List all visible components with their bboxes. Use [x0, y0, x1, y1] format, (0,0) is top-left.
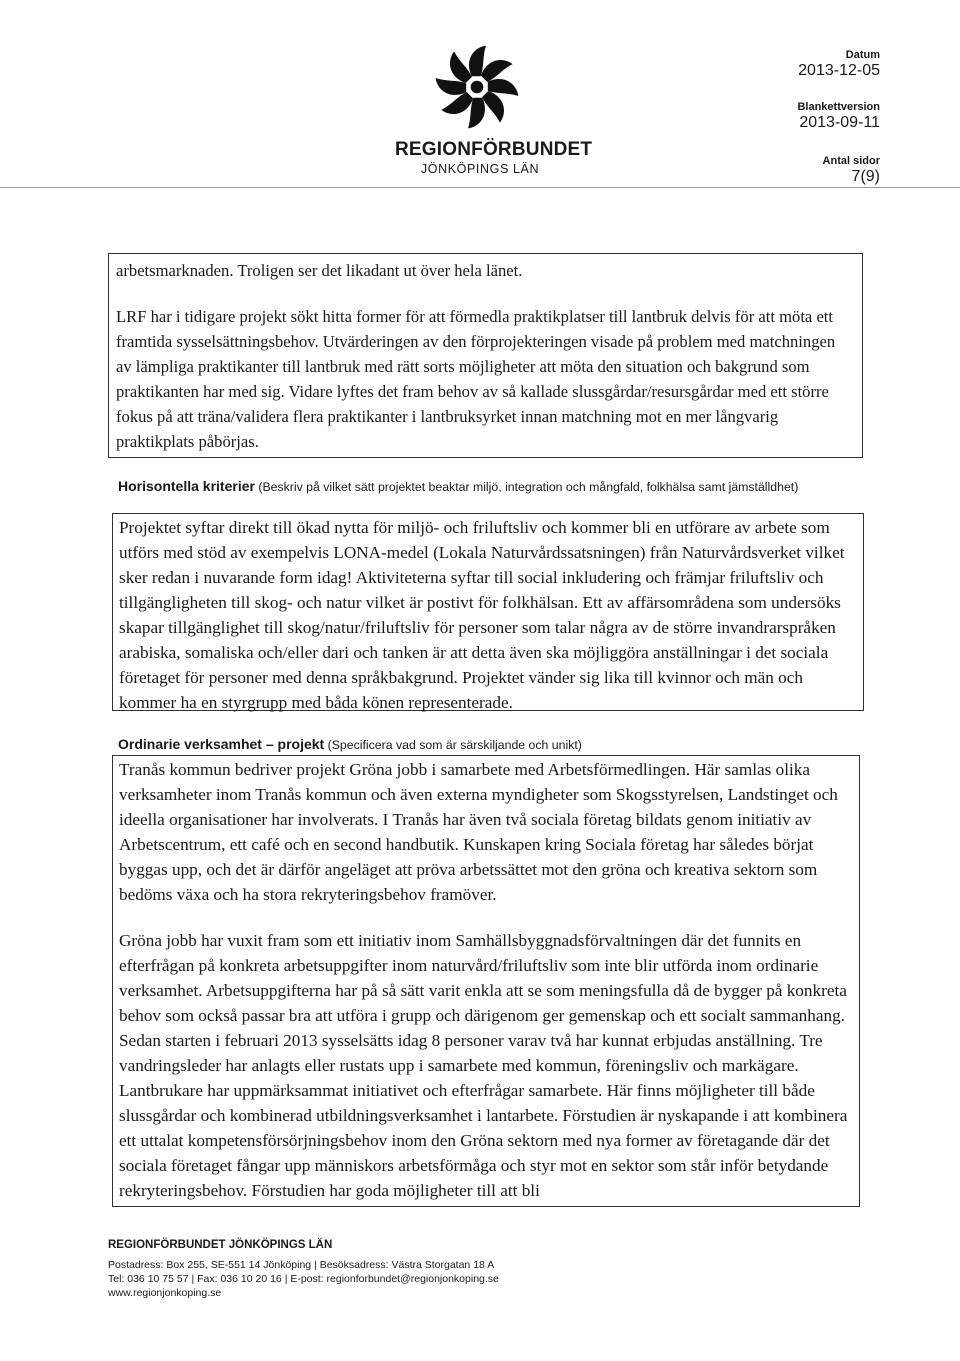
date-block [798, 49, 880, 80]
org-subtitle: JÖNKÖPINGS LÄN [420, 162, 540, 176]
page-footer [108, 1238, 499, 1300]
paragraph: arbetsmarknaden. Troligen ser det likadant ut över hela länet. [116, 261, 523, 280]
section-heading-title: Horisontella kriterier [118, 478, 255, 494]
footer-org-name: REGIONFÖRBUNDET JÖNKÖPINGS LÄN [108, 1239, 333, 1251]
text-box-continuation [108, 253, 863, 458]
pages-block [823, 155, 880, 186]
paragraph: LRF har i tidigare projekt sökt hitta former för att förmedla praktikplatser till lantbruk delvis för att möta ett framtida sysselsättningsbehov. Utvärderingen av den förprojekteringen visade på problem med matchningen av lämpliga praktikanter till lantbruk med rätt sorts möjligheter att möta den situation och bakgrund som praktikanten har med sig. Vidare lyftes det fram behov av så kallade slussgårdar/resursgårdar med ett större fokus på att träna/validera flera praktikanter i lantbruksyrket innan matchning mot en mer långvarig praktikplats påbörjas. [116, 307, 836, 451]
text-box-horisontella [112, 513, 864, 711]
paragraph: Gröna jobb har vuxit fram som ett initiativ inom Samhällsbyggnadsförvaltningen där det funnits en efterfrågan på konkreta arbetsuppgifter inom naturvård/friluftsliv som inte blir utförda inom ordinarie verksamhet. Arbetsuppgifterna har på så sätt varit enkla att se som meningsfulla då de bygger på konkreta behov som också passar bra att utföra i grupp och därigenom ger gemenskap och ett socialt sammanhang. Sedan starten i februari 2013 sysselsätts idag 8 personer varav två har kunnat erbjudas anställning. Tre vandringsleder har anlagts eller rustats upp i samarbete med kommun, föreningsliv och markägare. Lantbrukare har uppmärksammat initiativet och efterfrågar samarbete. Här finns möjligheter till både slussgårdar och kombinerad utbildningsverksamhet i lantarbete. Förstudien är nyskapande i att kombinera ett uttalat kompetensförsörjningsbehov inom den Gröna sektorn med nya former av företagande där det sociala företaget fångar upp människors arbetsförmåga och styr mot en sektor som står inför betydande rekryteringsbehov. Förstudien har goda möjligheter till att bli [119, 931, 848, 1200]
footer-address: Postadress: Box 255, SE-551 14 Jönköping | Besöksadress: Västra Storgatan 18 A [108, 1259, 495, 1271]
pages-value: 7(9) [851, 168, 880, 185]
version-label: Blankettversion [797, 101, 880, 113]
version-value: 2013-09-11 [799, 114, 880, 131]
header-divider [0, 187, 960, 188]
section-heading-description: (Specificera vad som är särskiljande och unikt) [324, 738, 582, 752]
date-value: 2013-12-05 [798, 62, 880, 79]
version-block [797, 101, 880, 132]
paragraph: Projektet syftar direkt till ökad nytta för miljö- och friluftsliv och kommer bli en utförare av arbete som utförs med stöd av exempelvis LONA-medel (Lokala Naturvårdssatsningen) från Naturvårdsverket vilket sker redan i nuvarande form idag! Aktiviteterna syftar till social inkludering och främjar friluftsliv och tillgängligheten till skog- och natur vilket är postivt för folkhälsan. Ett av affärsområdena som undersöks skapar tillgänglighet till skog/natur/friluftsliv för personer som talar några av de större invandrarspråken arabiska, somaliska och/eller dari och tanken är att detta även ska möjliggöra anställningar i det sociala företaget för personer med denna språkbakgrund. Projektet vänder sig lika till kvinnor och män och kommer ha en styrgrupp med båda könen representerade. [119, 518, 845, 712]
text-box-ordinarie [112, 755, 860, 1207]
pages-label: Antal sidor [822, 155, 880, 167]
section-heading-ordinarie [118, 736, 838, 753]
org-name: REGIONFÖRBUNDET [395, 139, 593, 160]
section-heading-description: (Beskriv på vilket sätt projektet beaktar miljö, integration och mångfald, folkhälsa samt jämställdhet) [254, 480, 799, 494]
regionforbundet-logo [432, 42, 522, 132]
footer-contact: Tel: 036 10 75 57 | Fax: 036 10 20 16 | E-post: regionforbundet@regionjonkoping.se [108, 1273, 499, 1285]
date-label: Datum [845, 49, 880, 61]
section-heading-horisontella [118, 478, 838, 495]
section-heading-title: Ordinarie verksamhet – projekt [118, 736, 325, 752]
footer-website: www.regionjonkoping.se [108, 1287, 222, 1299]
paragraph: Tranås kommun bedriver projekt Gröna jobb i samarbete med Arbetsförmedlingen. Här samlas olika verksamheter inom Tranås kommun och även externa myndigheter som Skogsstyrelsen, Landstinget och ideella organisationer har involverats. I Tranås har även två sociala företag bildats genom initiativ av Arbetscentrum, ett café och en second handbutik. Kunskapen kring Sociala företag har således börjat byggas upp, och det är därför angeläget att pröva arbetssättet mot den gröna och kreativa sektorn som bedöms växa och ha stora rekryteringsbehov framöver. [119, 760, 838, 904]
